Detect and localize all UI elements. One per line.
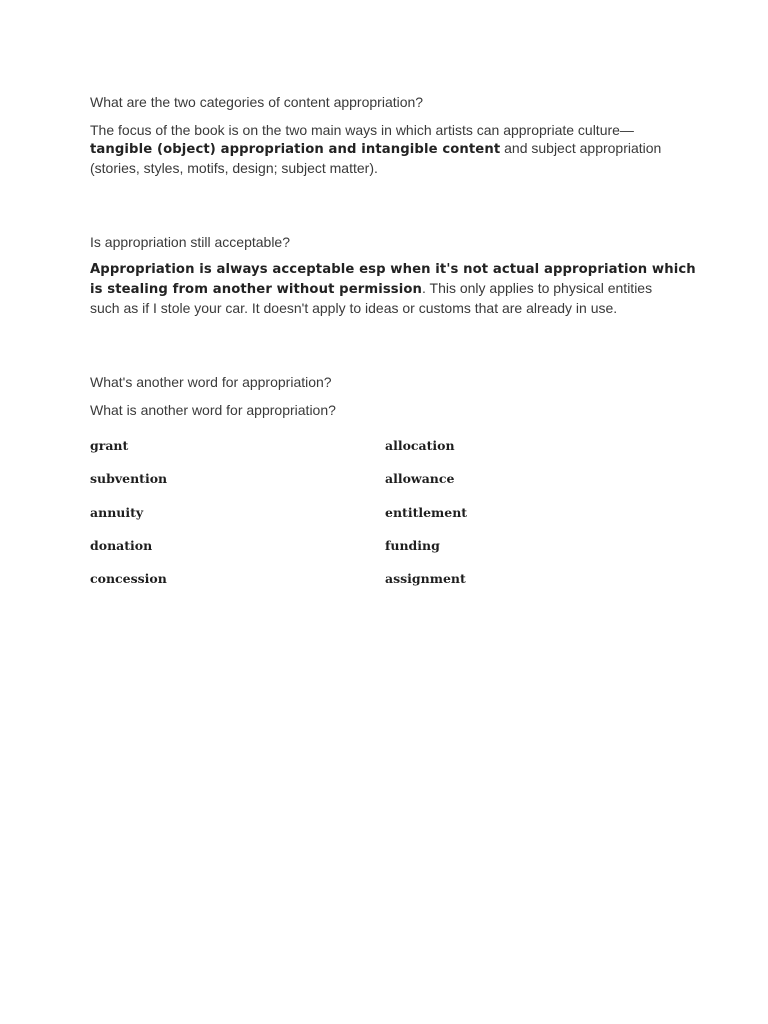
synonym-item: allowance: [385, 471, 455, 486]
answer-text: and subject appropriation: [500, 140, 662, 156]
answer-line: [90, 139, 690, 159]
synonym-item: funding: [385, 538, 440, 553]
answer-bold-text: tangible (object) appropriation and intangible content: [90, 142, 501, 157]
synonym-item: grant: [90, 438, 129, 453]
synonym-item: donation: [90, 538, 153, 553]
answer-appropriation-acceptable: [90, 261, 696, 317]
answer-line: [90, 279, 690, 299]
answer-content-appropriation-categories: [90, 121, 690, 177]
question-another-word-2: What is another word for appropriation?: [90, 402, 336, 418]
synonym-item: subvention: [90, 471, 168, 486]
answer-bold-text: is stealing from another without permission: [90, 282, 422, 297]
answer-text: . This only applies to physical entities: [422, 280, 653, 296]
question-content-appropriation-categories: What are the two categories of content appropriation?: [90, 94, 424, 110]
synonym-item: concession: [90, 571, 167, 586]
answer-line: (stories, styles, motifs, design; subject matter).: [90, 160, 378, 176]
question-appropriation-acceptable: Is appropriation still acceptable?: [90, 234, 291, 250]
answer-line: such as if I stole your car. It doesn't apply to ideas or customs that are already in use.: [90, 300, 618, 316]
answer-line: The focus of the book is on the two main ways in which artists can appropriate culture—: [90, 122, 634, 138]
synonym-item: assignment: [385, 571, 466, 586]
synonym-item: annuity: [90, 505, 144, 520]
synonym-item: entitlement: [385, 505, 468, 520]
question-another-word-1: What's another word for appropriation?: [90, 374, 332, 390]
answer-bold-text: Appropriation is always acceptable esp when it's not actual appropriation which: [90, 262, 696, 277]
synonym-item: allocation: [385, 438, 455, 453]
